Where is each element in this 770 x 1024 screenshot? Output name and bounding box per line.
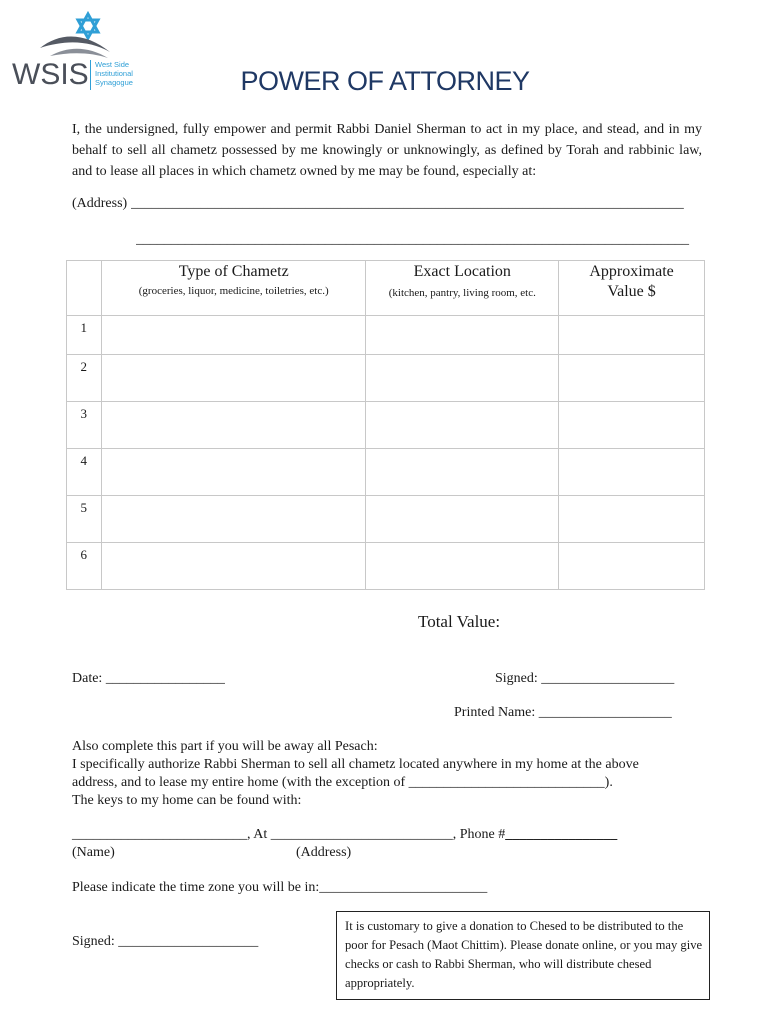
page-title: POWER OF ATTORNEY bbox=[240, 66, 530, 96]
date-field[interactable]: _________________ bbox=[105, 671, 225, 686]
star-of-david-icon bbox=[78, 14, 98, 38]
table-row bbox=[67, 316, 705, 355]
signed-label-2: Signed: bbox=[72, 934, 115, 949]
header-title: Exact Location bbox=[413, 263, 511, 280]
logo-subtitle-line: West Side bbox=[95, 60, 130, 69]
type-cell[interactable] bbox=[101, 496, 366, 543]
logo-subtitle-line: Synagogue bbox=[95, 78, 133, 87]
away-section bbox=[72, 738, 712, 810]
signed-label: Signed: bbox=[495, 671, 538, 686]
type-cell[interactable] bbox=[101, 402, 366, 449]
away-line: I specifically authorize Rabbi Sherman to sell all chametz located anywhere in my home at the above bbox=[72, 757, 639, 772]
address-label: (Address) bbox=[72, 196, 128, 211]
table-row bbox=[67, 402, 705, 449]
intro-paragraph: I, the undersigned, fully empower and permit Rabbi Daniel Sherman to act in my place, and stead, and in my behalf to sell all chametz possessed by me knowingly or unknowingly, as defined by Torah and rabbinic law, and to lease all places in which chametz owned by me may be found, especially at: bbox=[72, 122, 702, 179]
timezone-row bbox=[72, 880, 487, 896]
value-cell[interactable] bbox=[559, 402, 705, 449]
printed-name-label: Printed Name: bbox=[454, 705, 536, 720]
value-cell[interactable] bbox=[559, 496, 705, 543]
header-title-line2: Value $ bbox=[607, 283, 656, 300]
phone-field[interactable]: ________________ bbox=[505, 827, 618, 842]
donation-note-box: It is customary to give a donation to Chesed to be distributed to the poor for Pesach (Maot Chittim). Please donate online, or you may give checks or cash to Rabbi Sherman, who will distribute chesed appropriately. bbox=[336, 911, 710, 1000]
table-row bbox=[67, 496, 705, 543]
row-number: 6 bbox=[67, 543, 102, 590]
location-cell[interactable] bbox=[366, 355, 559, 402]
printed-name-field[interactable]: ___________________ bbox=[538, 705, 672, 720]
header-approximate-value bbox=[559, 261, 705, 316]
header-type-of-chametz bbox=[101, 261, 366, 316]
type-cell[interactable] bbox=[101, 355, 366, 402]
wave-icon-2 bbox=[50, 49, 108, 58]
signed-field[interactable]: ___________________ bbox=[541, 671, 675, 686]
value-cell[interactable] bbox=[559, 449, 705, 496]
keys-line: The keys to my home can be found with: bbox=[72, 793, 302, 808]
keys-holder-row bbox=[72, 827, 617, 843]
table-header-row bbox=[67, 261, 705, 316]
date-row bbox=[72, 671, 225, 687]
phone-label: Phone # bbox=[459, 827, 506, 842]
value-cell[interactable] bbox=[559, 543, 705, 590]
header-title-line1: Approximate bbox=[589, 263, 674, 280]
away-exception-line[interactable]: address, and to lease my entire home (with the exception of ____________________________). bbox=[72, 775, 613, 790]
location-cell[interactable] bbox=[366, 402, 559, 449]
header-subtitle: (kitchen, pantry, living room, etc. bbox=[388, 287, 536, 299]
location-cell[interactable] bbox=[366, 543, 559, 590]
type-cell[interactable] bbox=[101, 316, 366, 355]
signed-field-2[interactable]: ____________________ bbox=[118, 934, 259, 949]
chametz-table bbox=[66, 260, 705, 589]
row-number: 5 bbox=[67, 496, 102, 543]
address-field-2[interactable]: _______________________________________________________________________________ bbox=[136, 232, 689, 247]
away-heading: Also complete this part if you will be away all Pesach: bbox=[72, 739, 378, 754]
address-field-1[interactable]: _______________________________________________________________________________ bbox=[130, 196, 684, 211]
header-number-cell bbox=[67, 261, 102, 316]
printed-name-row bbox=[454, 705, 672, 721]
timezone-label: Please indicate the time zone you will be in: bbox=[72, 880, 320, 895]
row-number: 4 bbox=[67, 449, 102, 496]
keys-address-field[interactable]: __________________________, bbox=[270, 827, 457, 842]
logo-subtitle-line: Institutional bbox=[95, 69, 133, 78]
address-caption: (Address) bbox=[296, 845, 352, 860]
row-number: 2 bbox=[67, 355, 102, 402]
address-row bbox=[72, 196, 691, 212]
table-row bbox=[67, 355, 705, 402]
signed-row-2 bbox=[72, 934, 258, 950]
name-caption: (Name) bbox=[72, 845, 115, 860]
type-cell[interactable] bbox=[101, 543, 366, 590]
header-exact-location bbox=[366, 261, 559, 316]
value-cell[interactable] bbox=[559, 355, 705, 402]
logo-wordmark: WSIS bbox=[12, 58, 89, 91]
date-label: Date: bbox=[72, 671, 103, 686]
total-value-label: Total Value: bbox=[418, 612, 501, 631]
location-cell[interactable] bbox=[366, 496, 559, 543]
location-cell[interactable] bbox=[366, 316, 559, 355]
keys-name-field[interactable]: _________________________, bbox=[72, 827, 251, 842]
header-subtitle: (groceries, liquor, medicine, toiletries, etc.) bbox=[138, 285, 329, 297]
location-cell[interactable] bbox=[366, 449, 559, 496]
row-number: 3 bbox=[67, 402, 102, 449]
value-cell[interactable] bbox=[559, 316, 705, 355]
keys-at-label: At bbox=[253, 827, 268, 842]
row-number: 1 bbox=[67, 316, 102, 355]
signed-row bbox=[495, 671, 674, 687]
table-row bbox=[67, 543, 705, 590]
type-cell[interactable] bbox=[101, 449, 366, 496]
table-row bbox=[67, 449, 705, 496]
header-title: Type of Chametz bbox=[178, 263, 289, 280]
timezone-field[interactable]: ________________________ bbox=[319, 880, 488, 895]
